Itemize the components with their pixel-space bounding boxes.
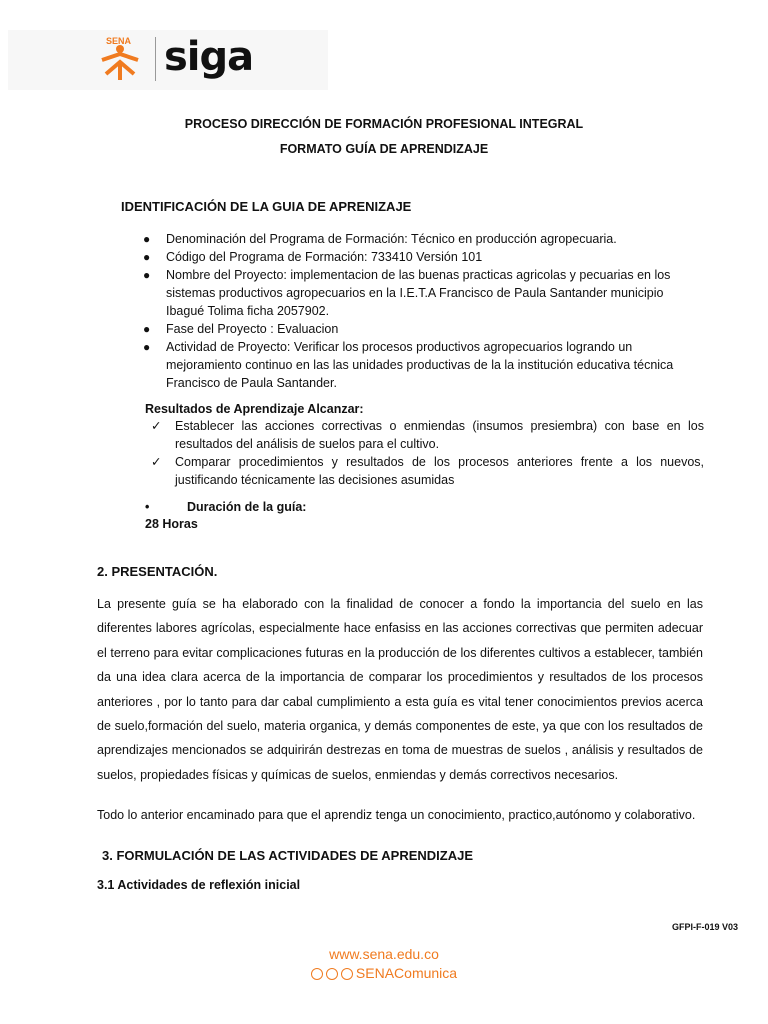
- process-title: PROCESO DIRECCIÓN DE FORMACIÓN PROFESIONAL INTEGRAL: [184, 117, 584, 131]
- list-item: ✓ Comparar procedimientos y resultados de los procesos anteriores frente a los nuevos, justificando técnicamente las decisiones asumidas: [151, 455, 704, 487]
- activities-heading: 3. FORMULACIÓN DE LAS ACTIVIDADES DE APRENDIZAJE: [102, 848, 474, 863]
- social-icon: [326, 968, 338, 980]
- sena-logo-text: SENA: [106, 36, 132, 46]
- list-item: ● Fase del Proyecto : Evaluacion: [143, 322, 339, 336]
- check-icon: ✓: [151, 455, 162, 469]
- results-list: [148, 417, 704, 489]
- social-icon: [311, 968, 323, 980]
- social-icon: [341, 968, 353, 980]
- presentation-closing: Todo lo anterior encaminado para que el aprendiz tenga un conocimiento, practico,autónomo y colaborativo.: [97, 808, 696, 822]
- list-item: ● Código del Programa de Formación: 733410 Versión 101: [143, 250, 483, 264]
- duration-label: Duración de la guía:: [187, 500, 307, 514]
- logo-divider: [155, 37, 156, 81]
- sena-logo: [96, 34, 144, 84]
- results-heading: Resultados de Aprendizaje Alcanzar:: [145, 402, 364, 416]
- footer-url[interactable]: www.sena.edu.co: [329, 946, 439, 962]
- identification-list: [140, 230, 695, 392]
- check-icon: ✓: [151, 419, 162, 433]
- duration-value: 28 Horas: [145, 517, 198, 531]
- duration-row: [145, 500, 306, 514]
- siga-logo: siga: [164, 34, 254, 80]
- bullet-icon: •: [145, 500, 150, 514]
- footer-social-handle: SENAComunica: [355, 965, 458, 981]
- list-item: ● Denominación del Programa de Formación: Técnico en producción agropecuaria.: [143, 232, 617, 246]
- footer-social[interactable]: [0, 965, 768, 981]
- document-code: GFPI-F-019 V03: [672, 922, 739, 932]
- list-item: ● Actividad de Proyecto: Verificar los procesos productivos agropecuarios logrando un mejoramiento continuo en las las unidades productivas de la la institución educativa técnica Francisco de Paula Santander.: [143, 340, 674, 390]
- list-item: ● Nombre del Proyecto: implementacion de las buenas practicas agricolas y pecuarias en los sistemas productivos agropecuarios en la I.E.T.A Francisco de Paula Santander municipio Ibagué Tolima ficha 2057902.: [143, 268, 671, 318]
- presentation-body: La presente guía se ha elaborado con la finalidad de conocer a fondo la importancia del suelo en las diferentes labores agrícolas, especialmente hace enfasiss en las acciones correctivas que permiten adecuar el terreno para evitar complicaciones futuras en la producción de los diferentes cultivos a establecer, también da una idea clara acerca de la importancia de comparar los procedimientos y resultados de los procesos anteriores , por lo tanto para dar cabal cumplimiento a esta guía es vital tener conocimientos previos acerca de suelo,formación del suelo, materia organica, y demás componentes de este, ya que con los resultados de aprendizajes mencionados se adquirirán destrezas en toma de muestras de suelos , análisis y resultados de suelos, propiedades físicas y químicas de suelos, enmiendas y demás correctivos necesarios.: [97, 597, 703, 782]
- format-title: FORMATO GUÍA DE APRENDIZAJE: [279, 142, 489, 156]
- presentation-heading: 2. PRESENTACIÓN.: [97, 564, 218, 579]
- identification-heading: IDENTIFICACIÓN DE LA GUIA DE APRENIZAJE: [121, 199, 412, 214]
- activities-subheading: 3.1 Actividades de reflexión inicial: [97, 878, 301, 892]
- list-item: ✓ Establecer las acciones correctivas o enmiendas (insumos presiembra) con base en los resultados del análisis de suelos para el cultivo.: [151, 419, 704, 451]
